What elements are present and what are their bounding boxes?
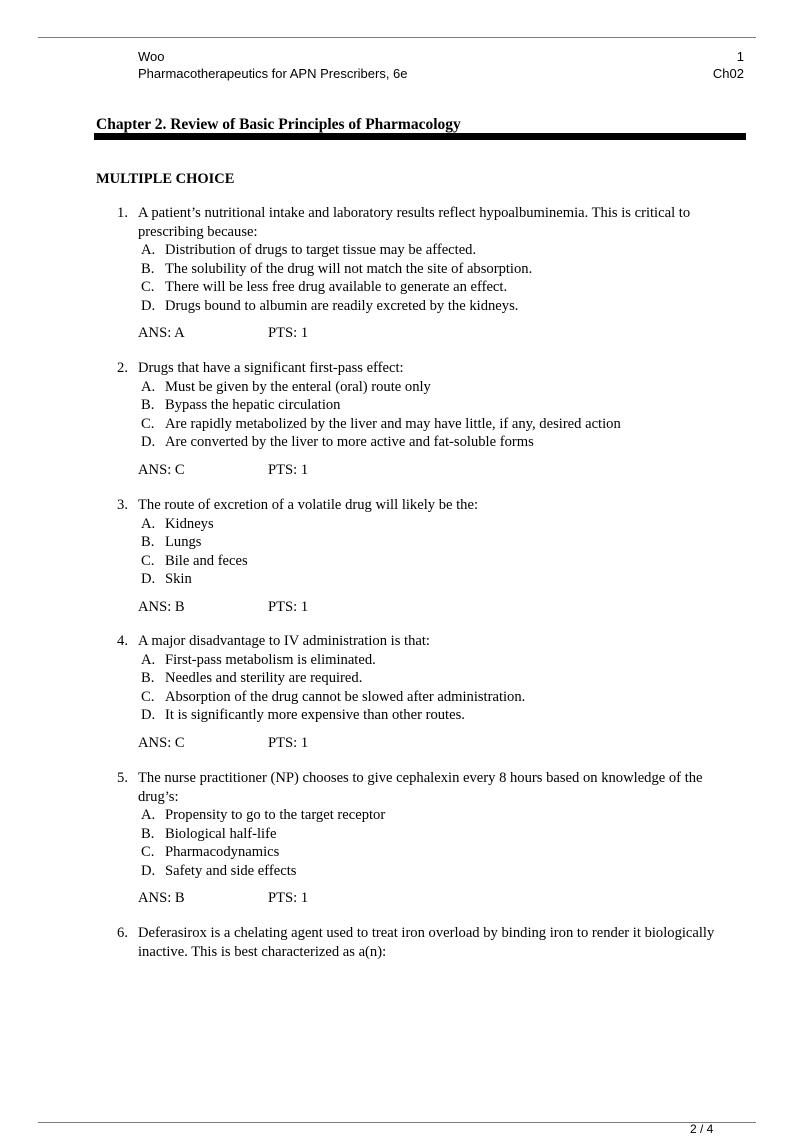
option-c (0, 843, 798, 862)
option-letter: A. (141, 515, 156, 532)
option-letter: A. (141, 651, 156, 668)
answer-row (0, 598, 798, 617)
header-rule (38, 37, 756, 38)
option-letter: D. (141, 297, 156, 314)
question-number: 6. (117, 925, 128, 941)
option-letter: C. (141, 552, 155, 569)
answer-row (0, 324, 798, 343)
option-text: Kidneys (165, 515, 214, 532)
option-b (0, 396, 798, 415)
points: PTS: 1 (268, 461, 309, 478)
option-d (0, 706, 798, 725)
option-a (0, 806, 798, 825)
points: PTS: 1 (268, 890, 309, 906)
points: PTS: 1 (268, 325, 309, 341)
option-letter: B. (141, 825, 155, 842)
answer-row (0, 734, 798, 753)
option-d (0, 433, 798, 452)
question-1 (0, 204, 798, 343)
option-c (0, 552, 798, 571)
points: PTS: 1 (268, 598, 309, 615)
option-letter: C. (141, 415, 155, 432)
question-stem: Deferasirox is a chelating agent used to treat iron overload by binding iron to render it biologically inactive. This is best characterized as a(n): (138, 925, 715, 960)
option-letter: D. (141, 571, 156, 587)
footer-rule (38, 1122, 756, 1123)
option-d (0, 297, 798, 316)
question-number: 3. (117, 497, 128, 513)
question-stem: A patient’s nutritional intake and laboratory results reflect hypoalbuminemia. This is critical to prescribing because: (138, 205, 691, 240)
header-page-number: 1 (736, 49, 744, 64)
footer-page-indicator: 2 / 4 (690, 1122, 714, 1136)
question-number: 2. (117, 360, 128, 376)
header-chapter-code: Ch02 (712, 66, 744, 81)
question-stem: The route of excretion of a volatile drug will likely be the: (138, 497, 479, 513)
option-text: Safety and side effects (165, 862, 297, 879)
option-letter: A. (141, 242, 156, 258)
option-text: Are converted by the liver to more active and fat-soluble forms (165, 434, 534, 450)
question-number: 5. (117, 770, 128, 786)
option-text: The solubility of the drug will not match the site of absorption. (165, 260, 533, 277)
option-text: Pharmacodynamics (165, 844, 280, 860)
running-header-right (713, 48, 744, 82)
option-text: Must be given by the enteral (oral) route only (165, 378, 431, 395)
option-c (0, 415, 798, 434)
answer-key: ANS: C (138, 734, 185, 751)
answer-row (0, 461, 798, 480)
option-text: Absorption of the drug cannot be slowed after administration. (165, 688, 526, 705)
option-letter: C. (141, 279, 155, 295)
option-letter: A. (141, 378, 156, 395)
option-b (0, 825, 798, 844)
option-a (0, 378, 798, 397)
section-title: MULTIPLE CHOICE (96, 171, 235, 187)
option-text: Bypass the hepatic circulation (165, 397, 341, 413)
answer-key: ANS: C (138, 461, 185, 478)
chapter-title: Chapter 2. Review of Basic Principles of Pharmacology (96, 116, 461, 133)
question-2 (0, 359, 798, 479)
option-a (0, 651, 798, 670)
question-stem: Drugs that have a significant first-pass effect: (138, 360, 404, 376)
option-text: First-pass metabolism is eliminated. (165, 651, 376, 668)
option-letter: B. (141, 670, 155, 686)
option-text: Bile and feces (165, 552, 248, 569)
question-3 (0, 496, 798, 616)
option-letter: B. (141, 534, 155, 550)
question-stem: The nurse practitioner (NP) chooses to give cephalexin every 8 hours based on knowledge of the drug’s: (138, 770, 703, 805)
option-b (0, 260, 798, 279)
option-text: Needles and sterility are required. (165, 670, 363, 686)
option-letter: C. (141, 844, 155, 860)
option-a (0, 515, 798, 534)
option-text: Distribution of drugs to target tissue may be affected. (165, 242, 477, 258)
question-number: 4. (117, 633, 128, 649)
option-letter: D. (141, 862, 156, 879)
chapter-title-rule (94, 133, 746, 140)
answer-key: ANS: A (138, 325, 185, 341)
option-text: There will be less free drug available to generate an effect. (165, 279, 508, 295)
answer-row (0, 889, 798, 908)
option-letter: B. (141, 397, 155, 413)
header-author: Woo (138, 49, 165, 64)
option-text: Are rapidly metabolized by the liver and may have little, if any, desired action (165, 415, 621, 432)
option-letter: C. (141, 688, 155, 705)
option-text: It is significantly more expensive than other routes. (165, 707, 465, 723)
option-letter: A. (141, 807, 156, 823)
option-letter: D. (141, 707, 156, 723)
answer-key: ANS: B (138, 890, 185, 906)
option-b (0, 533, 798, 552)
option-letter: D. (141, 434, 156, 450)
header-book-title: Pharmacotherapeutics for APN Prescribers, 6e (138, 66, 408, 81)
option-text: Propensity to go to the target receptor (165, 807, 386, 823)
answer-key: ANS: B (138, 598, 185, 615)
option-text: Lungs (165, 534, 202, 550)
question-4 (0, 632, 798, 752)
option-a (0, 241, 798, 260)
option-c (0, 278, 798, 297)
option-text: Biological half-life (165, 825, 277, 842)
option-d (0, 862, 798, 881)
question-number: 1. (117, 205, 128, 221)
running-header-left (138, 48, 408, 82)
option-d (0, 570, 798, 589)
option-text: Drugs bound to albumin are readily excreted by the kidneys. (165, 297, 519, 314)
points: PTS: 1 (268, 734, 309, 751)
option-text: Skin (165, 571, 192, 587)
option-letter: B. (141, 260, 155, 277)
question-5 (0, 769, 798, 908)
option-c (0, 688, 798, 707)
option-b (0, 669, 798, 688)
question-stem: A major disadvantage to IV administration is that: (138, 633, 430, 649)
